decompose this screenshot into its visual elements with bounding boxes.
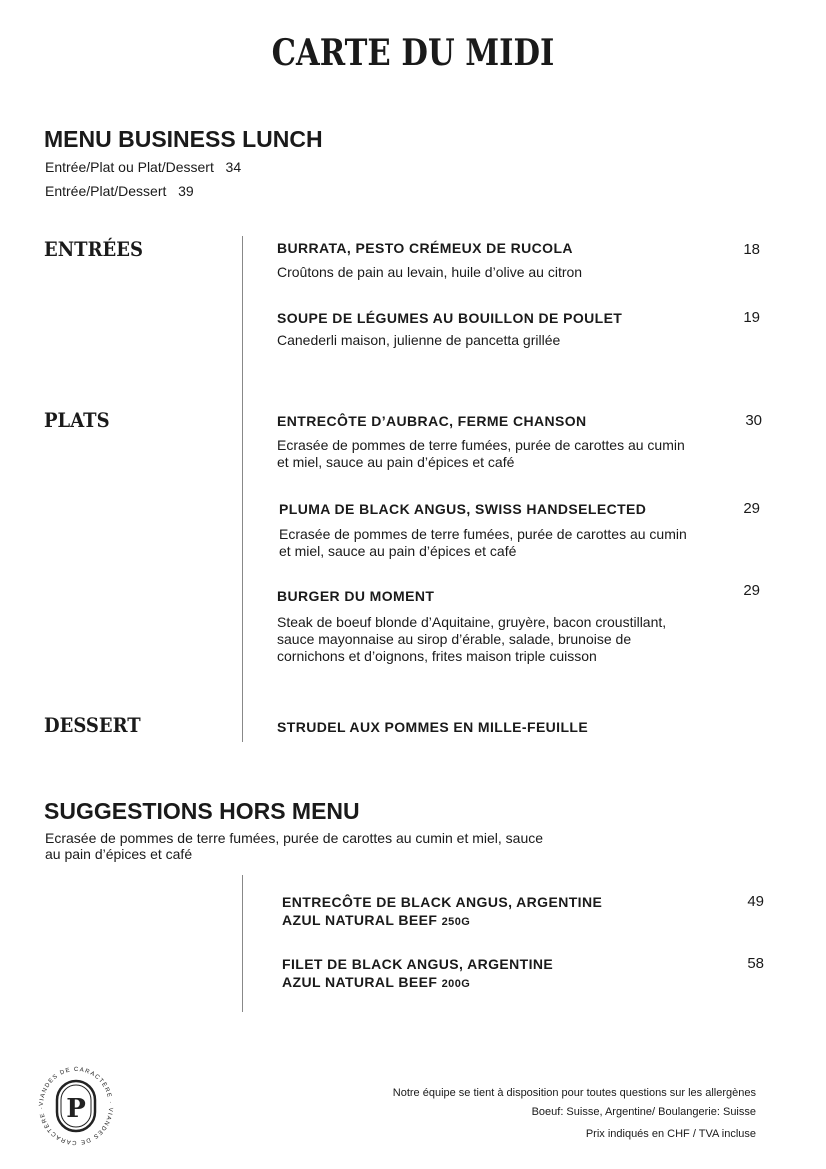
suggestion-name: FILET DE BLACK ANGUS, ARGENTINE [282, 956, 554, 972]
business-option: Entrée/Plat ou Plat/Dessert 34 [45, 159, 242, 175]
svg-text:P: P [66, 1094, 86, 1124]
dish-desc: Croûtons de pain au levain, huile d’olive au citron [277, 264, 583, 280]
suggestion-sub: AZUL NATURAL BEEF 200G [282, 974, 471, 990]
dish-price: 29 [743, 582, 760, 599]
footer-allergens: Notre équipe se tient à disposition pour toutes questions sur les allergènes [392, 1087, 756, 1099]
svg-text:VIANDES DE CARACTÈRE · VIANDES: VIANDES DE CARACTÈRE · VIANDES DE CARACTÈRE · [38, 1066, 114, 1146]
page-title: CARTE DU MIDI [271, 32, 555, 74]
suggestion-price: 58 [747, 955, 764, 972]
dish-name: PLUMA DE BLACK ANGUS, SWISS HANDSELECTED [279, 501, 647, 517]
dish-price: 18 [743, 241, 760, 258]
footer-origin: Boeuf: Suisse, Argentine/ Boulangerie: Suisse [531, 1106, 756, 1118]
category-entrees: ENTRÉES [44, 237, 143, 261]
logo [38, 1066, 114, 1146]
suggestion-sub: AZUL NATURAL BEEF 250G [282, 912, 471, 928]
business-option: Entrée/Plat/Dessert 39 [45, 183, 194, 199]
dish-desc: Steak de boeuf blonde d’Aquitaine, gruyère, bacon croustillant, sauce mayonnaise au sirop d’érable, salade, brunoise de cornichons et d’oignons, frites maison triple cuisson [277, 614, 667, 664]
category-dessert: DESSERT [44, 713, 141, 737]
dish-price: 29 [743, 500, 760, 517]
dish-name: SOUPE DE LÉGUMES AU BOUILLON DE POULET [277, 310, 623, 326]
suggestion-price: 49 [747, 893, 764, 910]
dish-price: 30 [745, 412, 762, 429]
divider [242, 875, 243, 1012]
divider [242, 236, 243, 742]
dish-name: BURGER DU MOMENT [277, 588, 435, 604]
dish-price: 19 [743, 309, 760, 326]
suggestions-desc: Ecrasée de pommes de terre fumées, purée de carottes au cumin et miel, sauce au pain d’épices et café [45, 830, 544, 862]
dish-desc: Ecrasée de pommes de terre fumées, purée de carottes au cumin et miel, sauce au pain d’épices et café [279, 526, 687, 559]
dish-desc: Canederli maison, julienne de pancetta grillée [277, 332, 561, 348]
dish-desc: Ecrasée de pommes de terre fumées, purée de carottes au cumin et miel, sauce au pain d’épices et café [277, 437, 685, 470]
footer-prices: Prix indiqués en CHF / TVA incluse [585, 1128, 756, 1140]
dish-name: ENTRECÔTE D’AUBRAC, FERME CHANSON [277, 413, 587, 429]
business-lunch-heading: MENU BUSINESS LUNCH [44, 126, 323, 152]
dish-name: STRUDEL AUX POMMES EN MILLE-FEUILLE [277, 719, 589, 735]
suggestions-heading: SUGGESTIONS HORS MENU [44, 798, 360, 824]
dish-name: BURRATA, PESTO CRÉMEUX DE RUCOLA [277, 240, 573, 256]
suggestion-name: ENTRECÔTE DE BLACK ANGUS, ARGENTINE [282, 894, 603, 910]
category-plats: PLATS [44, 408, 110, 432]
